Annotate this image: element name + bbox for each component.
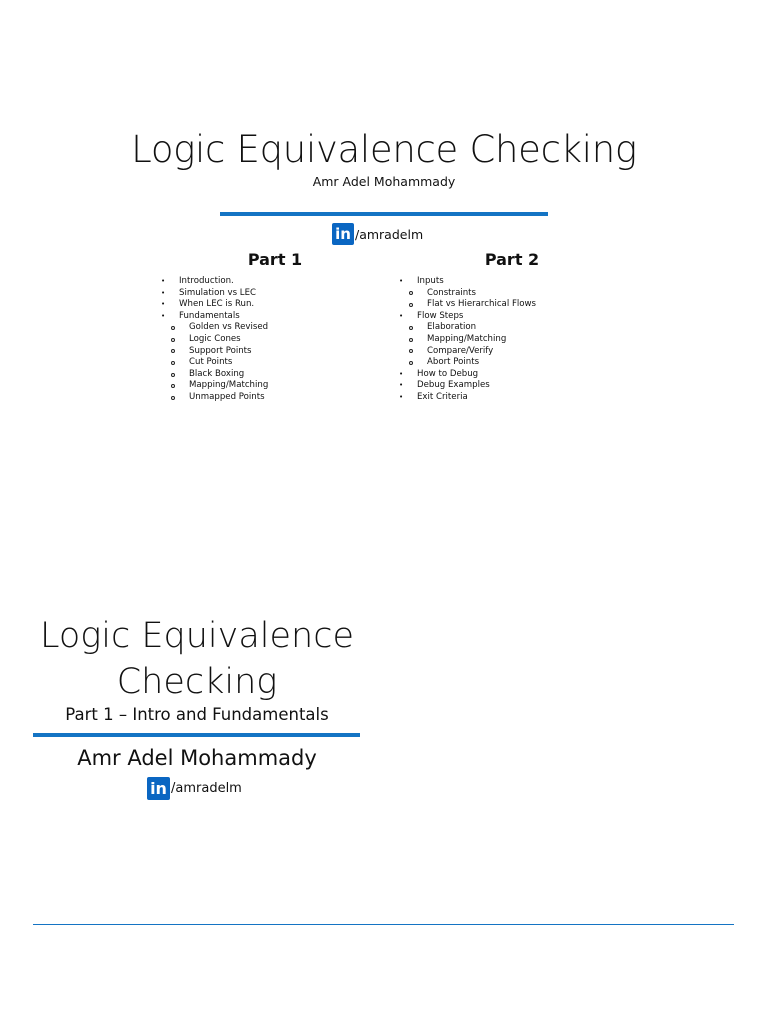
outline-item	[399, 357, 536, 369]
outline-item	[161, 288, 268, 300]
outline-item	[161, 311, 268, 323]
slide2-linkedin[interactable]	[147, 777, 242, 800]
outline-item	[161, 369, 268, 381]
outline-item-text: Simulation vs LEC	[179, 287, 257, 298]
linkedin-handle: /amradelm	[355, 226, 424, 242]
outline-item-text: Introduction.	[179, 276, 234, 286]
linkedin-icon: in	[147, 777, 170, 800]
slide1-author: Amr Adel Mohammady	[312, 174, 456, 189]
outline-item	[161, 346, 268, 358]
outline-item-text: Inputs	[417, 276, 444, 286]
outline-item-text: Flow Steps	[417, 310, 464, 321]
bullet-dot-icon: •	[161, 300, 166, 309]
outline-item-text: Golden vs Revised	[189, 322, 269, 333]
slide1-title: Logic Equivalence Checking	[131, 128, 637, 171]
slide2-title-line2: Checking	[116, 662, 278, 702]
outline-item	[399, 311, 536, 323]
outline-item-text: Abort Points	[427, 357, 480, 368]
slide2-title	[30, 613, 364, 705]
bullet-circle-icon	[171, 349, 175, 353]
outline-item-text: When LEC is Run.	[179, 299, 255, 310]
outline-item	[161, 357, 268, 369]
bullet-dot-icon: •	[161, 288, 166, 297]
outline-item-text: Flat vs Hierarchical Flows	[427, 299, 537, 310]
linkedin-icon: in	[332, 223, 354, 245]
slide2-author: Amr Adel Mohammady	[77, 746, 317, 770]
outline-item-text: Compare/Verify	[427, 345, 494, 356]
outline-item-text: Mapping/Matching	[189, 380, 269, 391]
outline-item	[399, 369, 536, 381]
bullet-circle-icon	[171, 373, 175, 377]
slide2-divider	[33, 733, 360, 737]
bullet-circle-icon	[409, 361, 413, 365]
bullet-circle-icon	[171, 338, 175, 342]
outline-item	[161, 322, 268, 334]
outline-item	[399, 334, 536, 346]
bullet-dot-icon: •	[161, 277, 166, 285]
linkedin-handle: /amradelm	[171, 781, 242, 796]
bullet-dot-icon: •	[399, 277, 404, 285]
bullet-circle-icon	[171, 384, 175, 388]
bullet-circle-icon	[409, 291, 413, 295]
bullet-dot-icon: •	[399, 381, 404, 390]
outline-item	[399, 276, 536, 288]
outline-item-text: Unmapped Points	[189, 391, 265, 402]
slide1-linkedin[interactable]	[332, 223, 423, 245]
bullet-circle-icon	[409, 326, 413, 330]
outline-item-text: Debug Examples	[417, 380, 490, 391]
bullet-dot-icon: •	[161, 311, 166, 320]
slide1-divider	[220, 212, 548, 216]
part1-outline	[161, 276, 268, 404]
outline-item-text: Fundamentals	[179, 310, 240, 321]
bullet-dot-icon: •	[399, 369, 404, 378]
part2-outline	[399, 276, 536, 404]
outline-item	[399, 322, 536, 334]
outline-item	[399, 299, 536, 311]
outline-item	[161, 299, 268, 311]
outline-item-text: Exit Criteria	[417, 391, 468, 402]
bullet-dot-icon: •	[399, 311, 404, 320]
outline-item	[161, 276, 268, 288]
outline-item-text: Black Boxing	[189, 368, 245, 379]
outline-item-text: Elaboration	[427, 322, 477, 333]
bullet-circle-icon	[409, 349, 413, 353]
bullet-circle-icon	[409, 338, 413, 342]
bullet-circle-icon	[171, 326, 175, 330]
outline-item	[161, 392, 268, 404]
outline-item	[161, 380, 268, 392]
outline-item-text: Cut Points	[189, 357, 233, 368]
bullet-circle-icon	[409, 303, 413, 307]
bullet-circle-icon	[171, 396, 175, 400]
outline-item-text: Support Points	[189, 345, 252, 356]
part1-heading: Part 1	[247, 250, 303, 269]
slide2-title-line1: Logic Equivalence	[39, 616, 354, 656]
slide2-subtitle: Part 1 – Intro and Fundamentals	[65, 705, 329, 724]
outline-item	[399, 346, 536, 358]
outline-item-text: How to Debug	[417, 368, 479, 379]
outline-item	[399, 380, 536, 392]
outline-item-text: Logic Cones	[189, 333, 241, 344]
outline-item	[399, 392, 536, 404]
bullet-dot-icon: •	[399, 392, 404, 401]
slide2-bottom-line	[33, 924, 734, 925]
bullet-circle-icon	[171, 361, 175, 365]
outline-item	[399, 288, 536, 300]
outline-item-text: Mapping/Matching	[427, 333, 507, 344]
outline-item	[161, 334, 268, 346]
part2-heading: Part 2	[484, 250, 540, 269]
outline-item-text: Constraints	[427, 287, 477, 298]
